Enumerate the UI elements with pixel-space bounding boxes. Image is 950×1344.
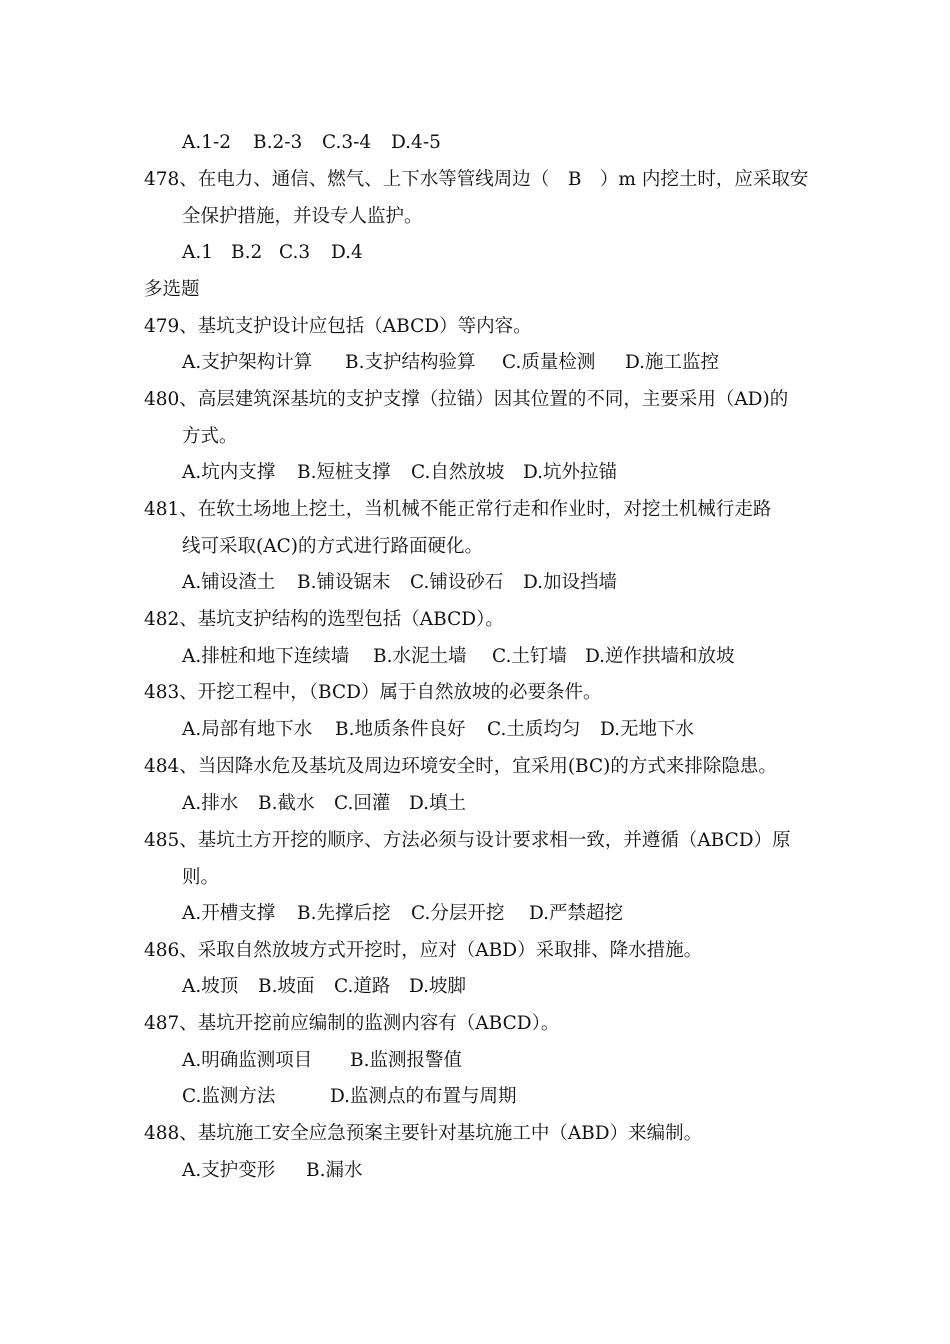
option: A.支护架构计算 (182, 352, 313, 373)
option: C.铺设砂石 (410, 572, 504, 593)
question-478: 478、在电力、通信、燃气、上下水等管线周边（ B ）m 内挖土时，应采取安 (144, 169, 809, 190)
option: C.3-4 (322, 132, 372, 153)
option: B.截水 (258, 793, 315, 814)
option: B.先撑后挖 (297, 903, 391, 924)
option: D.4 (331, 242, 363, 263)
option: D.监测点的布置与周期 (330, 1086, 517, 1107)
option: B.水泥土墙 (373, 646, 467, 667)
option: C.土质均匀 (487, 719, 581, 740)
option: C.监测方法 (182, 1086, 276, 1107)
question-487: 487、基坑开挖前应编制的监测内容有（ABCD）。 (144, 1013, 560, 1034)
question-485: 485、基坑土方开挖的顺序、方法必须与设计要求相一致，并遵循（ABCD）原 (144, 830, 791, 851)
option: A.局部有地下水 (182, 719, 313, 740)
option: B.短桩支撑 (297, 462, 391, 483)
option: C.回灌 (334, 793, 391, 814)
option: A.坡顶 (182, 976, 239, 997)
option: D.坡脚 (409, 976, 467, 997)
option: B.2-3 (253, 132, 303, 153)
option: B.支护结构验算 (345, 352, 476, 373)
option: D.填土 (409, 793, 467, 814)
option: A.支护变形 (182, 1160, 276, 1181)
option: A.开槽支撑 (182, 903, 276, 924)
option: D.加设挡墙 (523, 572, 618, 593)
question-488: 488、基坑施工安全应急预案主要针对基坑施工中（ABD）来编制。 (144, 1123, 703, 1144)
question-482: 482、基坑支护结构的选型包括（ABCD）。 (144, 609, 504, 630)
option: A.1 (182, 242, 214, 263)
option: B.漏水 (306, 1160, 363, 1181)
question-478-continuation: 全保护措施，并设专人监护。 (182, 206, 423, 227)
option: B.监测报警值 (350, 1050, 462, 1071)
question-480: 480、高层建筑深基坑的支护支撑（拉锚）因其位置的不同，主要采用（AD)的 (144, 389, 789, 410)
option: C.土钉墙 (492, 646, 567, 667)
option: A.明确监测项目 (182, 1050, 313, 1071)
option: D.无地下水 (600, 719, 695, 740)
option: C.分层开挖 (411, 903, 505, 924)
option: A.铺设渣土 (182, 572, 276, 593)
question-480-continuation: 方式。 (182, 426, 238, 447)
question-481-continuation: 线可采取(AC)的方式进行路面硬化。 (182, 536, 483, 557)
question-479: 479、基坑支护设计应包括（ABCD）等内容。 (144, 316, 532, 337)
option: D.坑外拉锚 (523, 462, 618, 483)
section-title: 多选题 (144, 279, 200, 300)
option: D.逆作拱墙和放坡 (585, 646, 735, 667)
option: C.3 (279, 242, 311, 263)
option: A.排桩和地下连续墙 (182, 646, 350, 667)
question-486: 486、采取自然放坡方式开挖时，应对（ABD）采取排、降水措施。 (144, 940, 703, 961)
option: C.质量检测 (502, 352, 596, 373)
option: B.坡面 (258, 976, 315, 997)
question-481: 481、在软土场地上挖土，当机械不能正常行走和作业时，对挖土机械行走路 (144, 499, 772, 520)
question-485-continuation: 则。 (182, 867, 220, 888)
option: C.自然放坡 (411, 462, 505, 483)
option: A.坑内支撑 (182, 462, 276, 483)
question-484: 484、当因降水危及基坑及周边环境安全时，宜采用(BC)的方式来排除隐患。 (144, 756, 777, 777)
option: B.2 (231, 242, 263, 263)
option: A.1-2 (182, 132, 232, 153)
option: D.施工监控 (625, 352, 720, 373)
option: B.铺设锯末 (297, 572, 391, 593)
option: D.严禁超挖 (529, 903, 624, 924)
option: D.4-5 (391, 132, 441, 153)
question-483: 483、开挖工程中，（BCD）属于自然放坡的必要条件。 (144, 682, 602, 703)
option: A.排水 (182, 793, 239, 814)
option: C.道路 (334, 976, 391, 997)
option: B.地质条件良好 (335, 719, 466, 740)
